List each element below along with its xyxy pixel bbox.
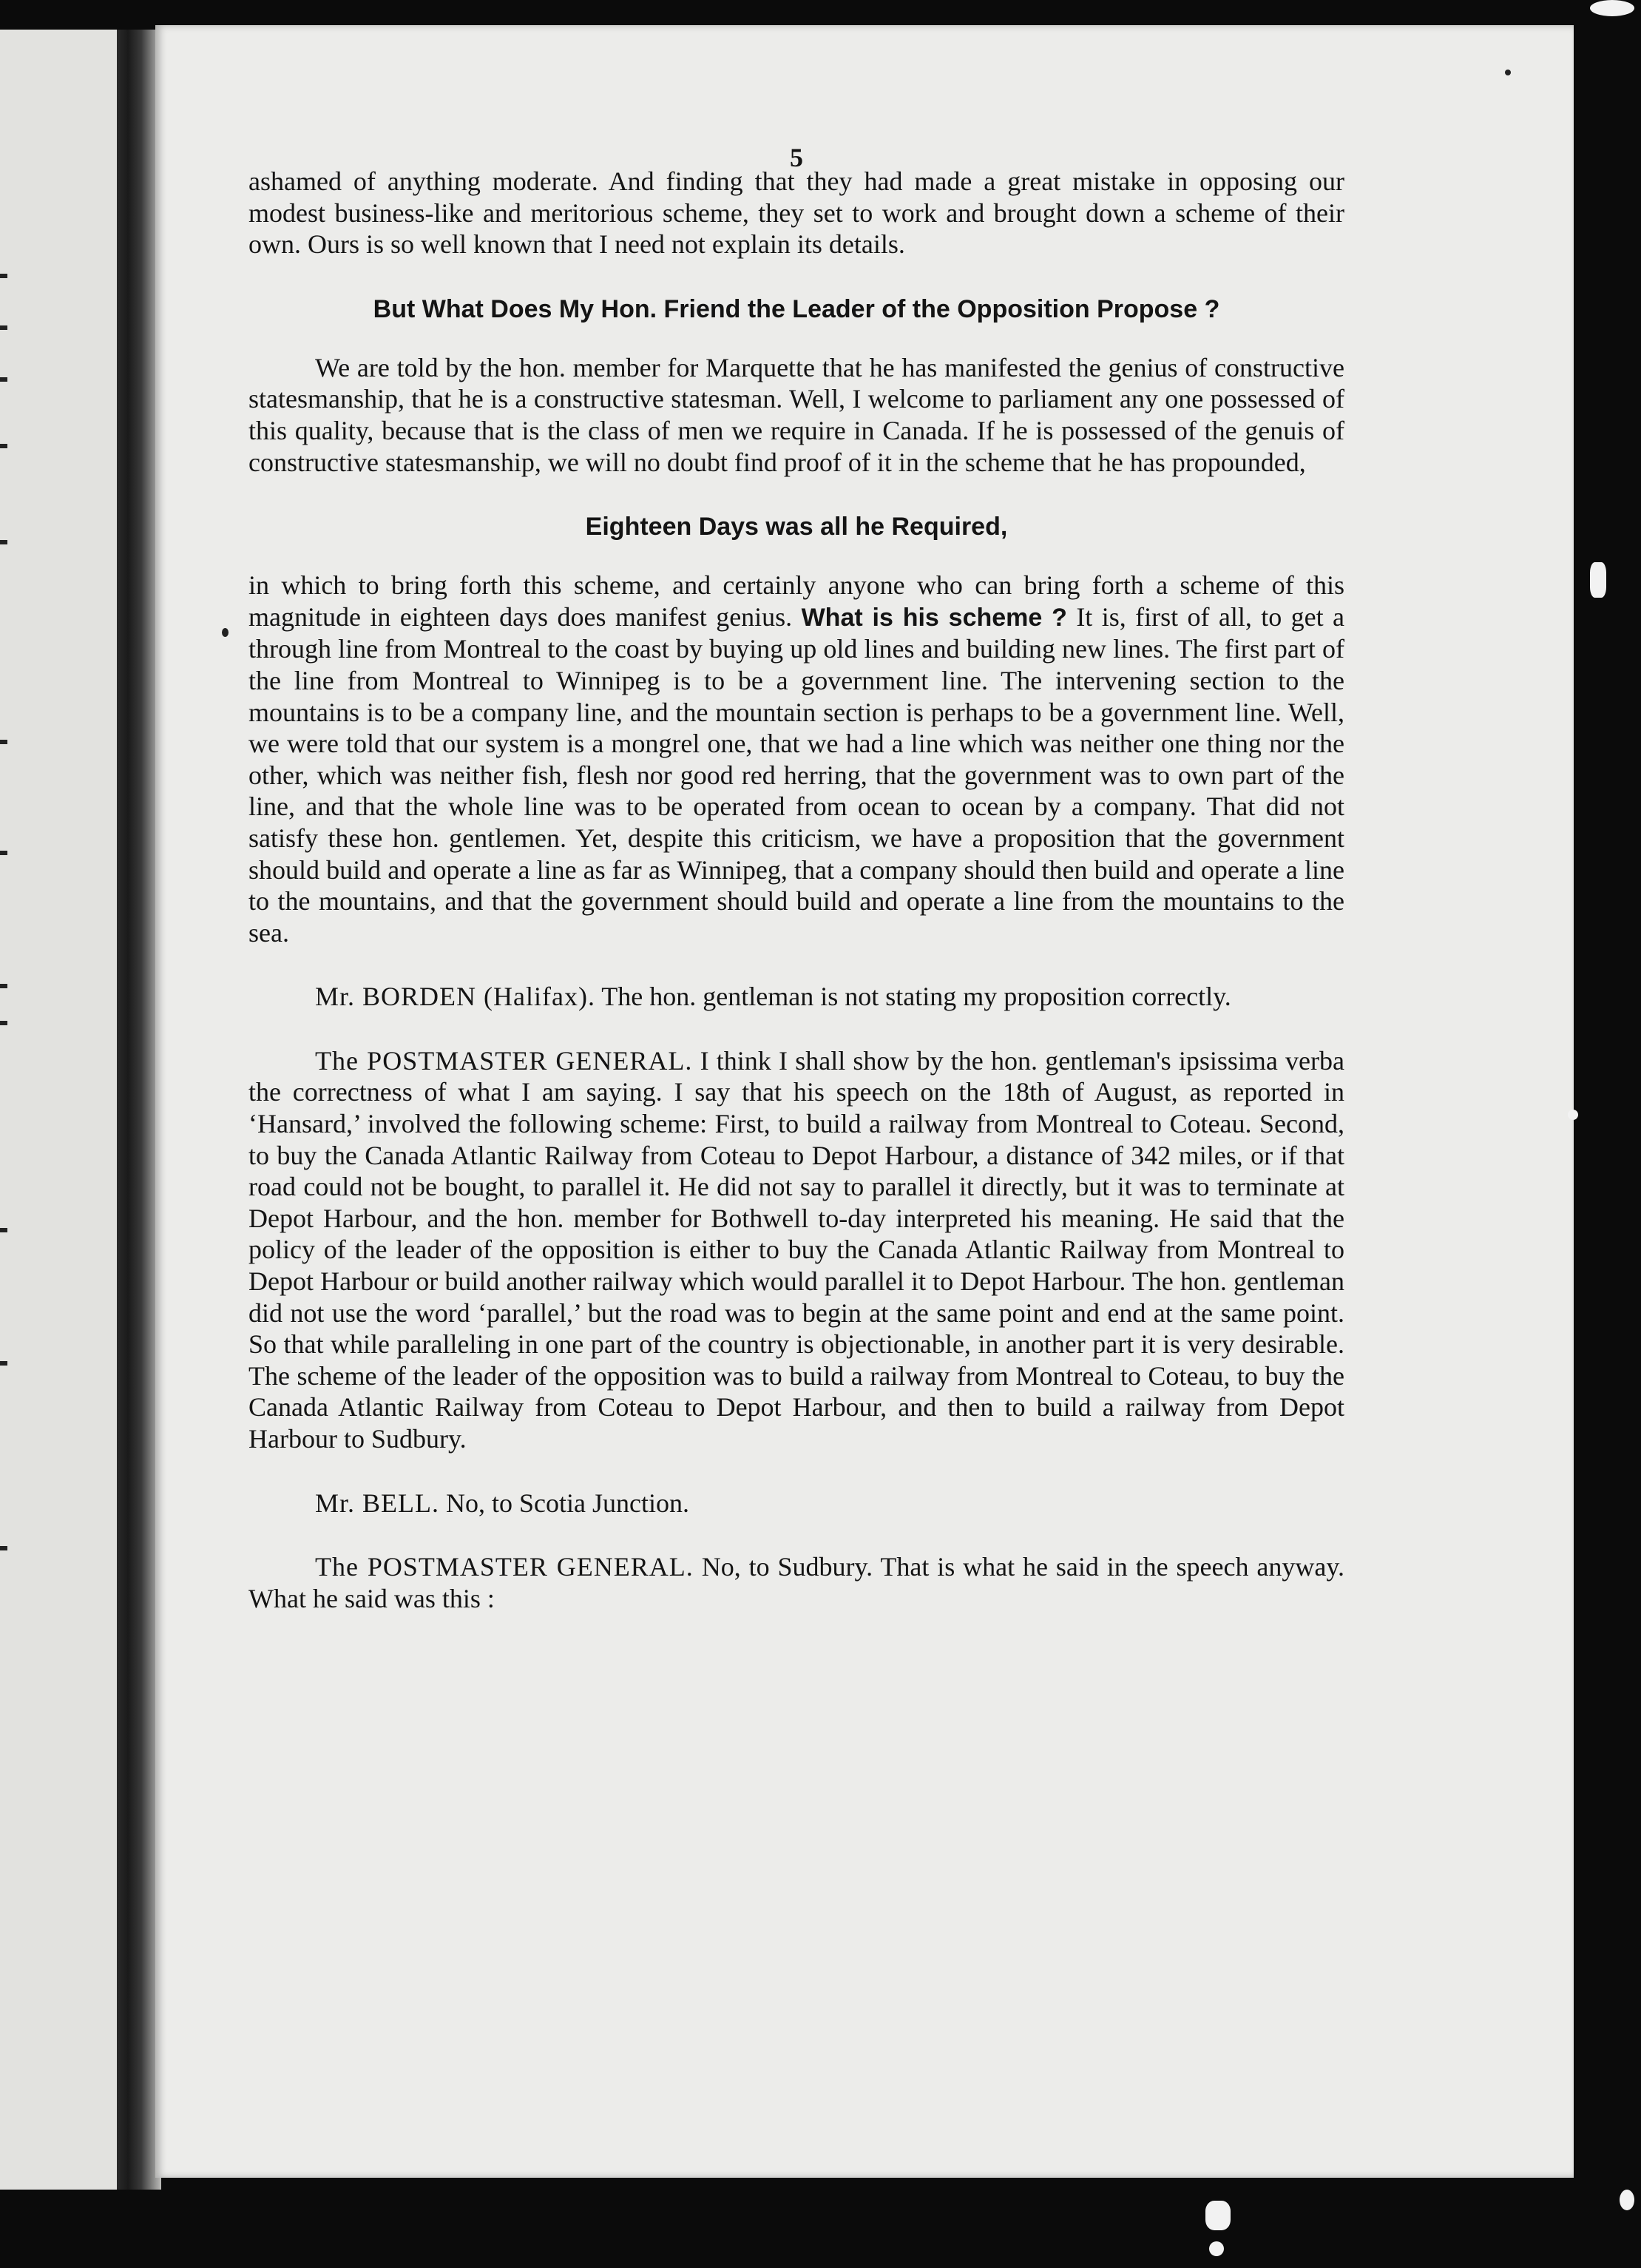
paragraph-constructive-statesmanship: We are told by the hon. member for Marquette that he has manifested the genius of constructive statesmanship, that he is a constructive statesman. Well, I welcome to parliament any one possessed of this quality, because that is the class of men we require in Canada. If he is possessed of the genuis of constructive statesmanship, we will no doubt find proof of it in the scheme that he has propounded,: [248, 352, 1344, 477]
scheme-body-text: It is, first of all, to get a through line from Montreal to the coast by buying up old lines and building new lines. The first part of the line from Montreal to Winnipeg is to be a government line. The intervening section to the mountains is to be a company line, and the mountain section is perhaps to be a government line. Well, we were told that our system is a mongrel one, that we had a line which was neither one thing nor the other, which was neither fish, flesh nor good red herring, that the government was to own part of the line, and that the whole line was to be operated from ocean to ocean by a company. That did not satisfy these hon. gentlemen. Yet, despite this criticism, we have a proposition that the government should build and operate a line as far as Winnipeg, that a company should then build and operate a line to the mountains, and that the government should build and operate a line from the mountains to the sea.: [248, 601, 1344, 948]
speaker-name: The POSTMASTER GENERAL.: [315, 1552, 694, 1582]
speech-postmaster-general-2: [248, 1551, 1344, 1614]
scheme-question: What is his scheme ?: [801, 603, 1067, 632]
dust-speck: [1568, 1110, 1578, 1120]
dust-speck: [1205, 2201, 1231, 2230]
scheme-lead-text: in which to bring forth this scheme, and certainly anyone who can bring forth a scheme of this magnitude in eighteen days does manifest genius.: [248, 570, 1344, 632]
speech-borden: [248, 981, 1344, 1013]
speech-bell: [248, 1488, 1344, 1519]
page-number: 5: [790, 143, 803, 172]
ink-speck: [222, 628, 229, 637]
paragraph-1: ashamed of anything moderate. And finding that they had made a great mistake in opposing our modest business-like and meritorious scheme, they set to work and brought down a scheme of their own. Ours is so well known that I need not explain its details.: [248, 166, 1344, 260]
paragraph-scheme: [248, 570, 1344, 948]
speaker-name: The POSTMASTER GENERAL.: [315, 1045, 693, 1076]
section-heading-eighteen-days: Eighteen Days was all he Required,: [585, 513, 1008, 541]
speech-text: No, to Sudbury. That is what he said in the speech anyway. What he said was this :: [248, 1552, 1345, 1613]
speech-text: I think I shall show by the hon. gentleman's ipsissima verba the correctness of what I am saying. I say that his speech on the 18th of August, as reported in ‘Hansard,’ involved the following scheme: First, to build a railway from Montreal to Coteau. Second, to buy the Canada Atlantic Railway from Coteau to Depot Harbour, a distance of 342 miles, or if that road could not be bought, to parallel it. He did not say to parallel it directly, but it was to terminate at Depot Harbour, and the hon. member for Bothwell to-day interpreted his meaning. He said that the policy of the leader of the opposition is either to buy the Canada Atlantic Railway from Montreal to Depot Harbour or build another railway which would parallel it to Depot Harbour. The hon. gentleman did not use the word ‘parallel,’ but the road was to begin at the same point and end at the same point. So that while paralleling in one part of the country is objectionable, in another part it is very desirable. The scheme of the leader of the opposition was to build a railway from Montreal to Coteau, to buy the Canada Atlantic Railway from Coteau to Depot Harbour, and then to build a railway from Depot Harbour to Sudbury.: [248, 1045, 1344, 1454]
dust-speck: [1209, 2241, 1224, 2256]
dust-speck: [1590, 562, 1606, 598]
speech-postmaster-general-1: [248, 1045, 1344, 1455]
dust-speck: [1590, 0, 1634, 16]
section-heading-opposition-proposal: But What Does My Hon. Friend the Leader of the Opposition Propose ?: [373, 294, 1220, 323]
facing-page-edge: [0, 30, 117, 2190]
speaker-name: Mr. BELL.: [315, 1488, 439, 1518]
book-gutter: [117, 30, 161, 2190]
document-page: [155, 25, 1574, 2178]
dust-speck: [1620, 2190, 1634, 2210]
speech-text: No, to Scotia Junction.: [439, 1488, 689, 1518]
ink-speck: [1505, 70, 1511, 75]
speaker-name: Mr. BORDEN (Halifax).: [315, 982, 595, 1012]
speech-text: The hon. gentleman is not stating my proposition correctly.: [595, 982, 1231, 1012]
page-text: [248, 143, 1345, 1614]
